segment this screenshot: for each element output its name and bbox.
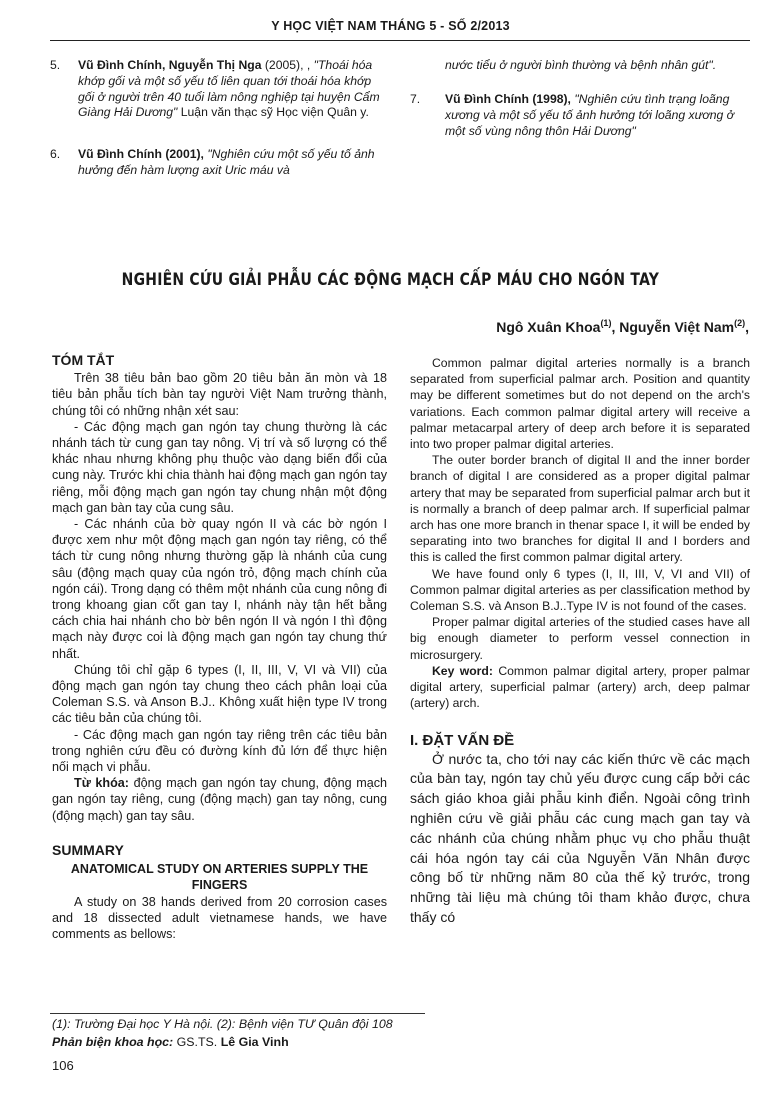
summary-paragraph: Common palmar digital arteries normally is a branch separated from superficial palmar arch. Position and quantity may be different sometimes but do not depend on the arch's variations. Each common palmar digital artery will receive a palmar metacarpal artery of deep arch before it is separated into two proper palmar digital arteries. <box>410 356 750 452</box>
reference-item <box>50 58 390 121</box>
abstract-point: Chúng tôi chỉ gặp 6 types (I, II, III, V, VI và VII) của động mạch gan ngón tay chung theo cách phân loại của Coleman S.S. và Anson B.J.. Không xuất hiện type IV trong các tiêu bản của chúng tôi. <box>52 662 387 726</box>
affiliation-footnote: (1): Trường Đại học Y Hà nội. (2): Bệnh viện TƯ Quân đội 108 <box>52 1017 393 1031</box>
article-authors <box>496 315 749 335</box>
reference-authors: Vũ Đình Chính, Nguyễn Thị Nga <box>78 58 262 72</box>
keywords-paragraph <box>52 775 387 824</box>
reference-title: "Nghiên cứu tình trạng loãng xương và một số yếu tố ảnh hưởng tới loãng xương ở một số vùng nông thôn Hải Dương" <box>445 92 735 138</box>
reference-number: 7. <box>410 92 421 106</box>
reviewer-line <box>52 1034 289 1050</box>
reference-title: nước tiểu ở người bình thường và bệnh nhân gút". <box>445 58 717 72</box>
reference-year: (2005), , <box>264 58 311 72</box>
keywords-text: động mạch gan ngón tay chung, động mạch gan ngón tay riêng, cung (động mạch) gan tay nông, cung (động mạch) gan tay sâu. <box>52 776 387 823</box>
summary-heading: SUMMARY <box>52 841 124 858</box>
right-column <box>410 355 750 928</box>
reviewer-label: Phản biện khoa học: <box>52 1035 174 1049</box>
author-name: Ngô Xuân Khoa <box>496 319 601 335</box>
section-heading: I. ĐẶT VẤN ĐỀ <box>410 732 515 750</box>
keyword-paragraph <box>410 663 750 712</box>
reference-number: 5. <box>50 58 61 72</box>
author-affiliation-mark: (2) <box>734 318 746 328</box>
footnote-rule <box>50 1013 425 1014</box>
reviewer-title: GS.TS. <box>176 1035 218 1049</box>
keywords-label: Từ khóa: <box>74 776 129 791</box>
reference-item <box>410 92 750 139</box>
article-title: NGHIÊN CỨU GIẢI PHẪU CÁC ĐỘNG MẠCH CẤP MÁU CHO NGÓN TAY <box>121 270 660 290</box>
abstract-point: - Các động mạch gan ngón tay chung thường là các nhánh tách từ cung gan tay nông. Vị trí và số lượng có thể khác nhau nhưng không phụ thuộc vào dạng biến đổi của cung này. Trước khi chia thành hai động mạch gan ngón tay riêng, mỗi động mạch gan ngón tay chung nhận một động mạch gan bàn tay của cung sâu. <box>52 419 388 515</box>
section-paragraph: Ở nước ta, cho tới nay các kiến thức về các mạch của bàn tay, ngón tay chủ yếu được cung cấp bởi các sách giáo khoa giải phẫu kinh điển. Ngoài công trình nghiên cứu về giải phẫu các cung mạch gan tay và các nhánh của chúng nhằm phục vụ cho phẫu thuật cái hóa ngón tay cái của Nguyễn Văn Nhân được công bố từ những năm 80 của thế kỷ trước, trong những tài liệu mà chúng tôi tham khảo được, chưa thấy có <box>410 750 750 926</box>
reference-title: "Nghiên cứu một số yếu tố ảnh hưởng đến hàm lượng axit Uric máu và <box>78 147 375 177</box>
reference-title: "Thoái hóa khớp gối và một số yếu tố liên quan tới thoái hóa khớp gối ở người trên 40 tuổi làm nông nghiệp tại huyện Cẩm Giàng Hải Dương" <box>78 58 380 120</box>
reference-number: 6. <box>50 147 61 161</box>
reference-tail: Luận văn thạc sỹ Học viện Quân y. <box>180 105 369 120</box>
left-column <box>52 352 387 942</box>
author-name: Nguyễn Việt Nam <box>619 319 735 335</box>
summary-paragraph: Proper palmar digital arteries of the studied cases have all big enough diameter to perform vessel connection in microsurgery. <box>410 615 750 662</box>
abstract-point: - Các động mạch gan ngón tay riêng trên các tiêu bản trong nghiên cứu đều có đường kính đủ lớn để thực hiện nối mạch vi phẫu. <box>52 727 387 775</box>
abstract-point: - Các nhánh của bờ quay ngón II và các bờ ngón I được xem như một động mạch gan ngón tay riêng, có thể tách từ cung nông nhưng thường gặp là nhánh của cung sâu (động mạch quay của ngón trỏ, động mạch chính của ngón cái). Trong dạng có thêm một nhánh của cung nông đi trong khoang gian cốt gan tay I, nhánh này tận hết bằng cách chia hai nhánh cho bờ bên ngón II và ngón I thì động mạch này được coi là động mạch gan ngón tay chung thứ nhất. <box>52 517 387 661</box>
page-number: 106 <box>52 1058 74 1073</box>
header-rule <box>50 40 750 41</box>
reviewer-name: Lê Gia Vinh <box>220 1035 289 1049</box>
reference-continuation <box>445 58 750 74</box>
keyword-text: Common palmar digital artery, proper palmar digital artery, superficial palmar (artery) arch, deep palmar (artery) arch. <box>410 663 750 711</box>
reference-authors: Vũ Đình Chính (2001), <box>78 147 204 161</box>
abstract-intro: Trên 38 tiêu bản bao gồm 20 tiêu bản ăn mòn và 18 tiêu bản phẫu tích bàn tay người Việt Nam trưởng thành, chúng tôi có những nhận xét sau: <box>52 371 387 418</box>
author-affiliation-mark: (1) <box>600 318 612 328</box>
running-head: Y HỌC VIỆT NAM THÁNG 5 - SỐ 2/2013 <box>271 19 510 33</box>
summary-title: ANATOMICAL STUDY ON ARTERIES SUPPLY THE FINGERS <box>70 862 369 893</box>
author-separator: , <box>745 319 749 335</box>
reference-authors: Vũ Đình Chính (1998), <box>445 92 571 106</box>
summary-paragraph: The outer border branch of digital II and the inner border branch of digital I are considered as a proper digital palmar artery that may be separated from superficial palmar arch but it is normally a branch of deep palmar arch. If superficial palmar arch has one more branch in thenar space I, it will be ended by separating into two branches for digital II and I borders and this is called the first common palmar digital artery. <box>410 453 750 565</box>
summary-paragraph: We have found only 6 types (I, II, III, V, VI and VII) of Common palmar digital arteries as per classification method by Coleman S.S. và Anson B.J..Type IV is not found of the cases. <box>410 566 750 614</box>
abstract-heading: TÓM TẮT <box>52 352 115 368</box>
author-separator: , <box>611 319 620 335</box>
keyword-label: Key word: <box>432 663 493 678</box>
summary-intro: A study on 38 hands derived from 20 corrosion cases and 18 dissected adult vietnamese hands, we have comments as bellows: <box>52 894 387 941</box>
reference-item <box>50 147 390 179</box>
